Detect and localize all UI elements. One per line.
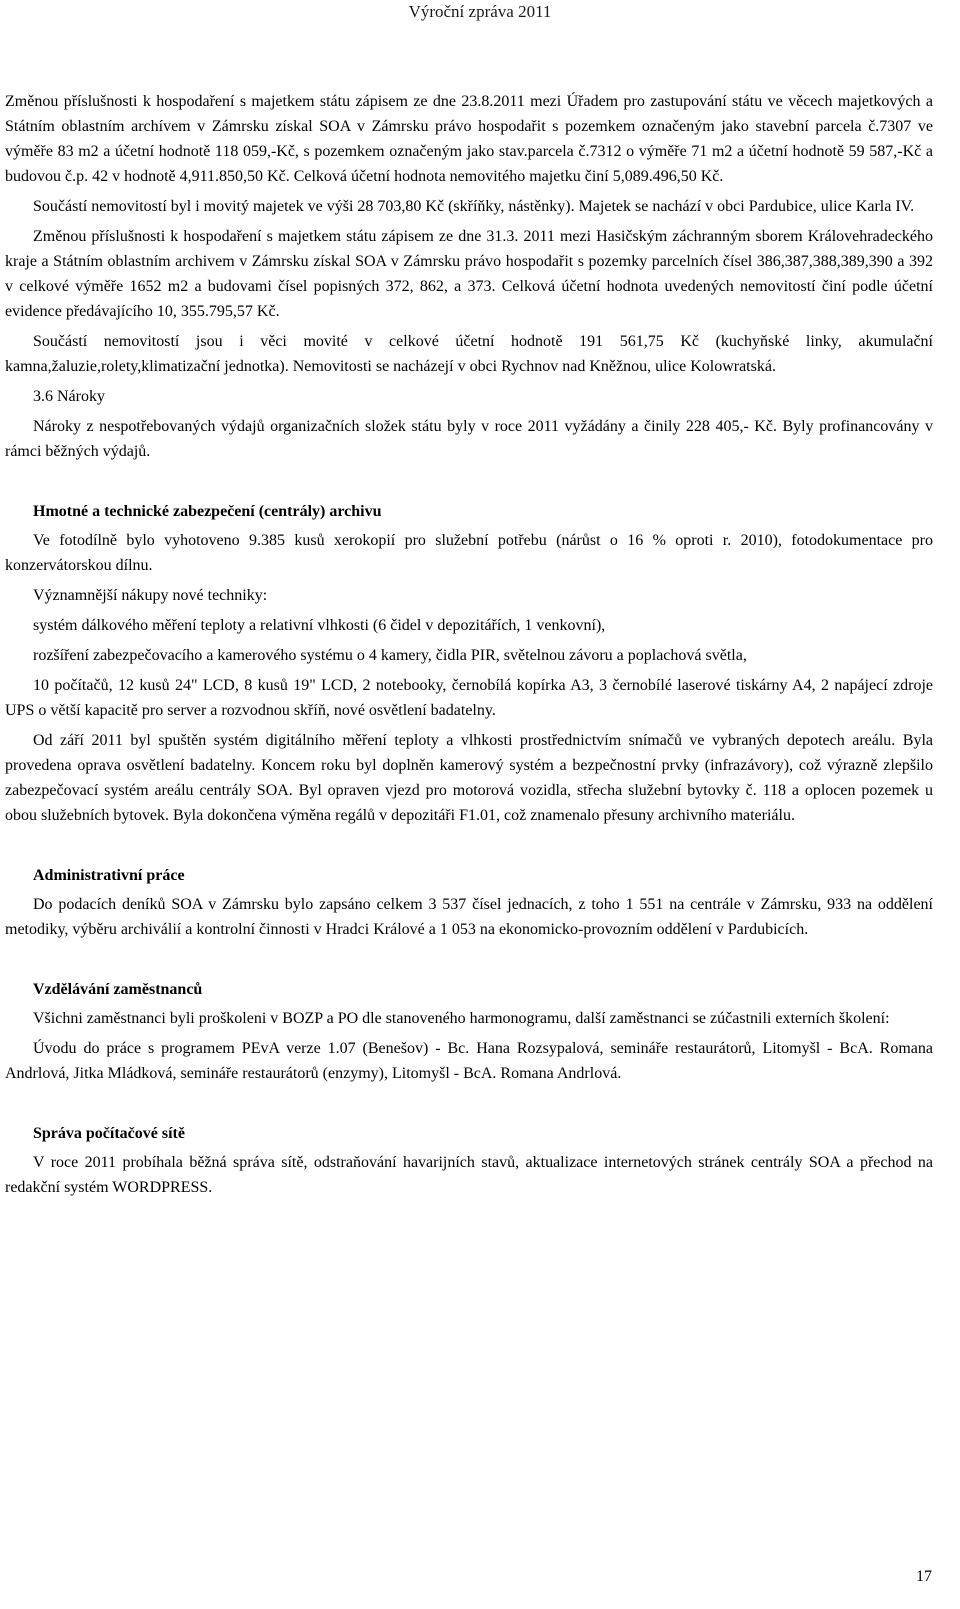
page-number: 17 — [916, 1568, 932, 1585]
section-tech-heading: Hmotné a technické zabezpečení (centrály) archivu — [33, 503, 382, 520]
tech-purchase-item-1: systém dálkového měření teploty a relativní vlhkosti (6 čidel v depozitářích, 1 venkovní), — [33, 617, 606, 634]
section-network-heading: Správa počítačové sítě — [33, 1125, 185, 1142]
tech-photolab-paragraph: Ve fotodílně bylo vyhotoveno 9.385 kusů xerokopií pro služební potřebu (nárůst o 16 % oproti r. 2010), fotodokumentace pro konzervátorskou dílnu. — [5, 532, 933, 574]
document-body — [5, 89, 933, 1205]
paragraph-property-transfer-1: Změnou příslušnosti k hospodaření s majetkem státu zápisem ze dne 23.8.2011 mezi Úřadem pro zastupování státu ve věcech majetkových a Státním oblastním archívem v Zámrsku získal SOA v Zámrsku právo hospodařit s pozemkem označeným jako stavební parcela č.7307 ve výměře 83 m2 a účetní hodnotě 118 059,-Kč, s pozemkem označeným jako stav.parcela č.7312 o výměře 71 m2 a účetní hodnotě 59 587,-Kč a budovou č.p. 42 v hodnotě 4,911.850,50 Kč. Celková účetní hodnota nemovitého majetku činí 5,089.496,50 Kč. — [5, 93, 933, 185]
tech-improvements-paragraph: Od září 2011 byl spuštěn systém digitálního měření teploty a vlhkosti prostřednictvím snímačů ve vybraných depotech areálu. Byla provedena oprava osvětlení badatelny. Koncem roku byl doplněn kamerový systém a bezpečnostní prvky (infrazávory), což výrazně zlepšilo zabezpečovací systém areálu centrály SOA. Byl opraven vjezd pro motorová vozidla, střecha služební bytovky č. 118 a oplocen pozemek u obou služebních bytovek. Byla dokončena výměna regálů v depozitáři F1.01, což znamenalo přesuny archivního materiálu. — [5, 732, 933, 824]
network-paragraph: V roce 2011 probíhala běžná správa sítě, odstraňování havarijních stavů, aktualizace internetových stránek centrály SOA a přechod na redakční systém WORDPRESS. — [5, 1154, 933, 1196]
education-paragraph-1: Všichni zaměstnanci byli proškoleni v BOZP a PO dle stanoveného harmonogramu, další zaměstnanci se zúčastnili externích školení: — [33, 1010, 890, 1027]
education-paragraph-2: Úvodu do práce s programem PEvA verze 1.07 (Benešov) - Bc. Hana Rozsypalová, semináře restaurátorů, Litomyšl - BcA. Romana Andrlová, Jitka Mládková, semináře restaurátorů (enzymy), Litomyšl - BcA. Romana Andrlová. — [5, 1040, 933, 1082]
section-education-heading: Vzdělávání zaměstnanců — [33, 981, 203, 998]
tech-purchase-item-3: 10 počítačů, 12 kusů 24" LCD, 8 kusů 19" LCD, 2 notebooky, černobílá kopírka A3, 3 černobílé laserové tiskárny A4, 2 napájecí zdroje UPS o větší kapacitě pro server a rozvodnou skříň, nové osvětlení badatelny. — [5, 677, 933, 719]
section-admin-heading: Administrativní práce — [33, 867, 185, 884]
section-claims-heading: 3.6 Nároky — [33, 388, 105, 405]
paragraph-movable-assets-1: Součástí nemovitostí byl i movitý majetek ve výši 28 703,80 Kč (skříňky, nástěnky). Majetek se nachází v obci Pardubice, ulice Karla IV. — [33, 198, 915, 215]
paragraph-movable-assets-2: Součástí nemovitostí jsou i věci movité v celkové účetní hodnotě 191 561,75 Kč (kuchyňské linky, akumulační kamna,žaluzie,rolety,klimatizační jednotka). Nemovitosti se nacházejí v obci Rychnov nad Kněžnou, ulice Kolowratská. — [5, 333, 933, 375]
section-claims-text: Nároky z nespotřebovaných výdajů organizačních složek státu byly v roce 2011 vyžádány a činily 228 405,- Kč. Byly profinancovány v rámci běžných výdajů. — [5, 418, 933, 460]
page-header: Výroční zpráva 2011 — [408, 2, 552, 21]
tech-purchases-intro: Významnější nákupy nové techniky: — [33, 587, 268, 604]
admin-paragraph: Do podacích deníků SOA v Zámrsku bylo zapsáno celkem 3 537 čísel jednacích, z toho 1 551 na centrále v Zámrsku, 933 na oddělení metodiky, výběru archiválií a kontrolní činnosti v Hradci Králové a 1 053 na ekonomicko-provozním oddělení v Pardubicích. — [5, 896, 933, 938]
tech-purchase-item-2: rozšíření zabezpečovacího a kamerového systému o 4 kamery, čidla PIR, světelnou závoru a poplachová světla, — [33, 647, 747, 664]
paragraph-property-transfer-2: Změnou příslušnosti k hospodaření s majetkem státu zápisem ze dne 31.3. 2011 mezi Hasičským záchranným sborem Královehradeckého kraje a Státním oblastním archivem v Zámrsku získal SOA v Zámrsku právo hospodařit s pozemky parcelních čísel 386,387,388,389,390 a 392 v celkové výměře 1652 m2 a budovami čísel popisných 372, 862, a 373. Celková účetní hodnota uvedených nemovitostí činí podle účetní evidence předávajícího 10, 355.795,57 Kč. — [5, 228, 933, 320]
